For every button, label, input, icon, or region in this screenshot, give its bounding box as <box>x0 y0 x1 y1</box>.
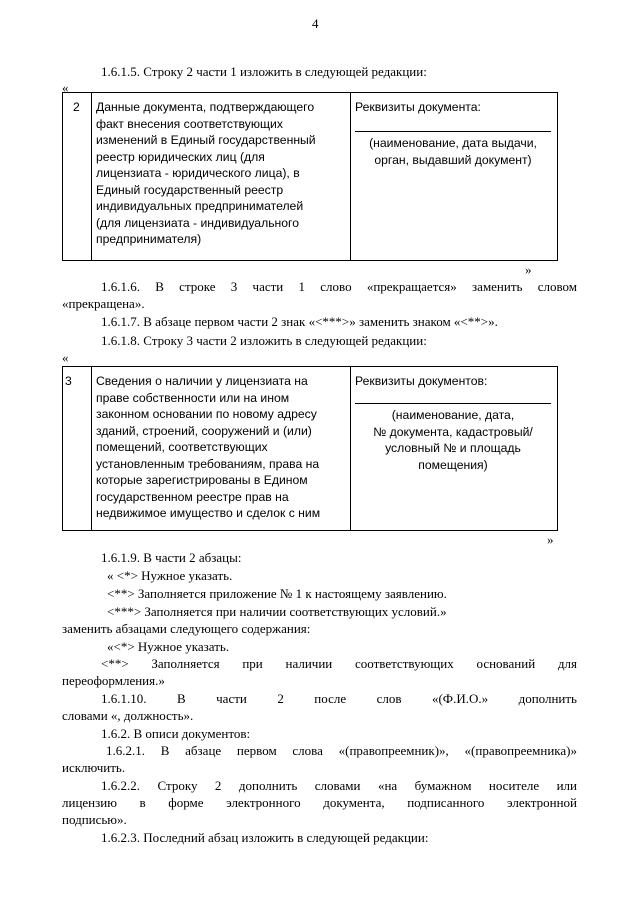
note-line: условный № и площадь <box>385 441 521 455</box>
paragraph-1-6-1-10-line2: словами «, должность». <box>62 708 194 723</box>
paragraph-1-6-2-1-line2: исключить. <box>62 760 126 775</box>
quoted-line-2: <**> Заполняется приложение № 1 к настоящему заявлению. <box>107 586 447 601</box>
column-divider <box>91 93 92 260</box>
new-line-2-continued: переоформления.» <box>62 673 165 688</box>
description-line: Сведения о наличии у лицензиата на <box>96 374 308 388</box>
paragraph-1-6-1-7: 1.6.1.7. В абзаце первом части 2 знак «<***>» заменить знаком «<**>». <box>101 314 498 329</box>
row-description <box>96 373 320 522</box>
paragraph-1-6-1-9: 1.6.1.9. В части 2 абзацы: <box>101 550 242 565</box>
note-line: орган, выдавший документ) <box>374 152 532 167</box>
column-divider <box>350 367 351 530</box>
paragraph-1-6-2-2-line1: 1.6.2.2. Строку 2 дополнить словами «на бумажном носителе или <box>101 778 577 793</box>
requisites-note <box>355 135 551 168</box>
description-line: которые зарегистрированы в Едином <box>96 473 308 487</box>
fill-in-line <box>355 131 551 132</box>
quoted-line-1: « <*> Нужное указать. <box>107 568 233 583</box>
paragraph-1-6-1-10-line1: 1.6.1.10. В части 2 после слов «(Ф.И.О.» дополнить <box>101 691 577 706</box>
description-line: индивидуальных предпринимателей <box>96 199 304 213</box>
fill-in-line <box>355 403 551 404</box>
paragraph-1-6-1-6-line1 <box>62 279 577 295</box>
requisites-title: Реквизиты документа: <box>355 100 481 114</box>
description-line: государственном реестре прав на <box>96 489 289 504</box>
paragraph-1-6-1-8: 1.6.1.8. Строку 3 части 2 изложить в следующей редакции: <box>101 333 427 348</box>
description-line: реестр юридических лиц (для <box>96 149 265 164</box>
description-line: (для лицензиата - индивидуального <box>96 215 300 230</box>
quote-open-2: « <box>62 350 69 365</box>
row-description <box>96 99 316 248</box>
description-line: установленным требованиям, права на <box>96 456 320 471</box>
note-line: помещения) <box>418 457 488 472</box>
paragraph-1-6-1-5: 1.6.1.5. Строку 2 части 1 изложить в следующей редакции: <box>101 64 427 79</box>
paragraph-1-6-2-2-line3: подписью». <box>62 812 127 827</box>
quoted-line-3: <***> Заполняется при наличии соответствующих условий.» <box>107 604 447 619</box>
description-line: Единый государственный реестр <box>96 182 284 197</box>
description-line: Данные документа, подтверждающего <box>96 100 315 114</box>
replace-with-text: заменить абзацами следующего содержания: <box>62 621 311 636</box>
quote-close-1: » <box>525 262 532 277</box>
description-line: предпринимателя) <box>96 232 202 246</box>
note-line: (наименование, дата, <box>391 408 515 422</box>
description-line: законном основании по новому адресу <box>96 407 317 421</box>
table-row-2 <box>62 92 558 261</box>
note-line: № документа, кадастровый/ <box>373 424 533 439</box>
row-number: 3 <box>65 374 72 388</box>
requisites-note <box>355 407 551 473</box>
paragraph-text: 1.6.1.6. В строке 3 части 1 слово «прекращается» заменить словом <box>101 279 577 294</box>
column-divider <box>91 367 92 530</box>
paragraph-1-6-2-2-line2: лицензию в форме электронного документа, подписанного электронной <box>62 795 577 810</box>
description-line: зданий, строений, сооружений и (или) <box>96 423 312 438</box>
note-line: (наименование, дата выдачи, <box>369 136 537 150</box>
column-divider <box>350 93 351 260</box>
paragraph-1-6-2-1-line1: 1.6.2.1. В абзаце первом слова «(правопреемник)», «(правопреемника)» <box>106 743 577 758</box>
description-line: факт внесения соответствующих <box>96 116 283 131</box>
new-line-2: <**> Заполняется при наличии соответствующих оснований для <box>101 656 577 671</box>
new-line-1: «<*> Нужное указать. <box>107 639 230 654</box>
description-line: недвижимое имущество и сделок с ним <box>96 506 321 520</box>
quote-close-2: » <box>547 532 554 547</box>
paragraph-1-6-2-3: 1.6.2.3. Последний абзац изложить в следующей редакции: <box>101 830 429 845</box>
row-number: 2 <box>73 100 80 114</box>
description-line: помещений, соответствующих <box>96 440 268 454</box>
paragraph-1-6-2: 1.6.2. В описи документов: <box>101 726 251 741</box>
description-line: лицензиата - юридического лица), в <box>96 166 300 180</box>
table-row-3 <box>62 366 558 531</box>
description-line: праве собственности или на ином <box>96 390 290 405</box>
requisites-title: Реквизиты документов: <box>355 374 488 388</box>
description-line: изменений в Единый государственный <box>96 133 316 147</box>
quote-open-1: « <box>62 80 69 95</box>
paragraph-1-6-1-6-line2: «прекращена». <box>62 296 145 311</box>
page-number: 4 <box>312 16 319 31</box>
